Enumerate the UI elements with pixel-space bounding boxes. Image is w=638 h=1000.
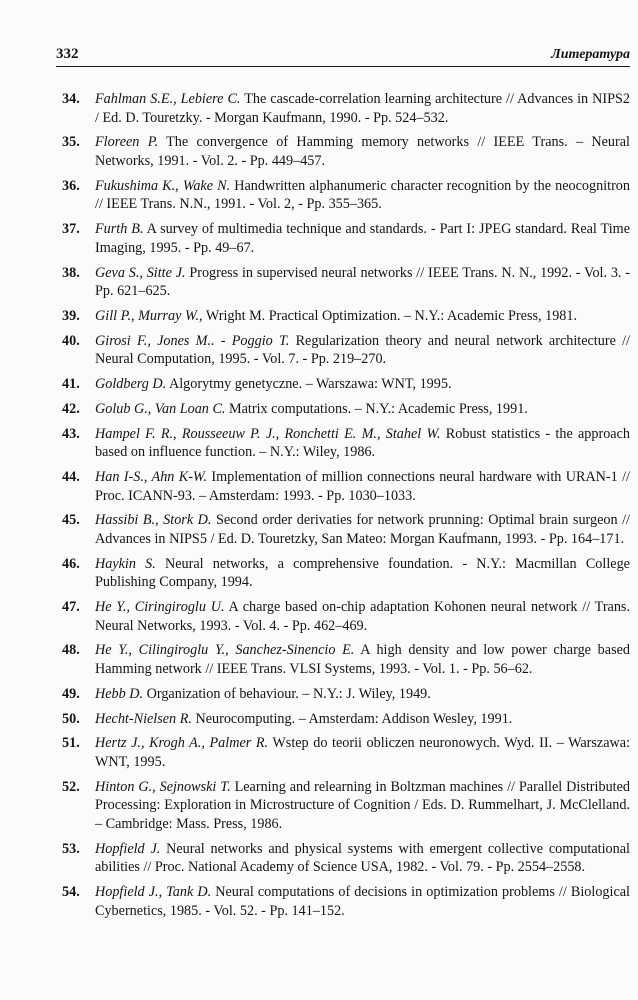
reference-authors: Furth B. — [95, 221, 144, 238]
reference-number: 45. — [62, 512, 80, 529]
reference-number: 39. — [62, 307, 80, 324]
reference-text: Handwritten alphanumeric character recognition by the neocognitron // IEEE Trans. N.N., 1991. - Vol. 2, - Pp. 355–365. — [95, 177, 630, 213]
reference-authors: Hecht-Nielsen R. — [95, 710, 192, 727]
reference-text: Progress in supervised neural networks // IEEE Trans. N. N., 1992. - Vol. 3. - Pp. 621–625. — [95, 264, 630, 300]
page-number: 332 — [56, 46, 79, 62]
reference-number: 37. — [62, 221, 80, 238]
reference-number: 51. — [62, 735, 80, 752]
reference-entry — [62, 400, 630, 419]
reference-authors: Hopfield J. — [95, 840, 161, 857]
reference-entry — [62, 511, 630, 548]
reference-authors: Goldberg D. — [95, 376, 167, 393]
reference-text: Neural computations of decisions in optimization problems // Biological Cybernetics, 1985. - Vol. 52. - Pp. 141–152. — [95, 884, 630, 919]
reference-entry — [62, 220, 630, 257]
reference-number: 53. — [62, 840, 80, 857]
reference-authors: Han I-S., Ahn K-W. — [95, 468, 207, 485]
reference-list — [62, 90, 630, 927]
reference-text: Neurocomputing. – Amsterdam: Addison Wesley, 1991. — [191, 710, 513, 727]
reference-number: 54. — [62, 884, 80, 901]
reference-authors: Hampel F. R., Rousseeuw P. J., Ronchetti E. M., Stahel W. — [95, 425, 441, 442]
reference-authors: Hassibi B., Stork D. — [95, 512, 212, 529]
reference-number: 52. — [62, 778, 80, 795]
reference-text: The cascade-correlation learning architecture // Advances in NIPS2 / Ed. D. Touretzky. - Morgan Kaufmann, 1990. - Pp. 524–532. — [95, 91, 630, 126]
reference-authors: He Y., Ciringiroglu U. — [95, 599, 225, 616]
reference-text: A high density and low power charge based Hamming network // IEEE Trans. VLSI Systems, 1993. - Vol. 1. - Pp. 56–62. — [95, 642, 630, 678]
reference-text: Wstep do teorii obliczen neuronowych. Wyd. II. – Warszawa: WNT, 1995. — [95, 735, 631, 770]
reference-entry — [62, 375, 630, 394]
reference-entry — [62, 685, 630, 704]
reference-number: 46. — [62, 555, 80, 572]
reference-authors: Fukushima K., Wake N. — [95, 177, 231, 194]
reference-authors: Hopfield J., Tank D. — [95, 884, 212, 901]
reference-entry — [62, 264, 630, 301]
reference-number: 49. — [62, 685, 80, 702]
reference-entry — [62, 468, 630, 505]
reference-authors: Gill P., Murray W., — [95, 307, 203, 324]
reference-authors: Fahlman S.E., Lebiere C. — [95, 91, 241, 107]
reference-number: 43. — [62, 425, 80, 442]
reference-text: Neural networks, a comprehensive foundation. - N.Y.: Macmillan College Publishing Company, 1994. — [95, 555, 630, 591]
reference-entry — [62, 710, 630, 729]
reference-authors: Golub G., Van Loan C. — [95, 400, 226, 417]
reference-entry — [62, 641, 630, 678]
reference-text: A charge based on-chip adaptation Kohonen neural network // Trans. Neural Networks, 1993. - Vol. 4. - Pp. 462–469. — [95, 599, 630, 634]
reference-entry — [62, 840, 630, 877]
reference-authors: Girosi F., Jones M.. - Poggio T. — [95, 332, 290, 349]
reference-text: Regularization theory and neural network architecture // Neural Computation, 1995. - Vol. 7. - Pp. 219–270. — [95, 332, 630, 368]
reference-text: Neural networks and physical systems with emergent collective computational abilities // Proc. National Academy of Science USA, 1982. - Vol. 79. - Pp. 2554–2558. — [95, 840, 630, 876]
reference-number: 50. — [62, 710, 80, 727]
reference-entry — [62, 332, 630, 369]
reference-entry — [62, 598, 630, 635]
reference-text: Second order derivaties for network prunning: Optimal brain surgeon // Advances in NIPS5 / Ed. D. Touretzky, San Mateo: Morgan Kaufmann, 1993. - Pp. 164–171. — [95, 512, 630, 547]
reference-number: 36. — [62, 177, 80, 194]
reference-entry — [62, 425, 630, 462]
reference-authors: Hebb D. — [95, 685, 144, 702]
reference-authors: Hertz J., Krogh A., Palmer R. — [95, 735, 269, 752]
reference-entry — [62, 177, 630, 214]
reference-text: Matrix computations. – N.Y.: Academic Press, 1991. — [225, 400, 528, 417]
reference-entry — [62, 778, 630, 834]
reference-number: 40. — [62, 332, 80, 349]
reference-entry — [62, 883, 630, 920]
reference-authors: Floreen P. — [95, 134, 159, 151]
reference-text: A survey of multimedia technique and standards. - Part I: JPEG standard. Real Time Imaging, 1995. - Pp. 49–67. — [95, 221, 630, 256]
reference-text: Implementation of million connections neural hardware with URAN-1 // Proc. ICANN-93. – Amsterdam: 1993. - Pp. 1030–1033. — [95, 468, 630, 504]
reference-text: Algorytmy genetyczne. – Warszawa: WNT, 1995. — [166, 376, 452, 393]
running-title: Литература — [551, 47, 630, 62]
reference-entry — [62, 734, 630, 771]
reference-authors: He Y., Cilingiroglu Y., Sanchez-Sinencio E. — [95, 642, 355, 659]
reference-number: 35. — [62, 134, 80, 151]
reference-authors: Hinton G., Sejnowski T. — [95, 778, 231, 795]
page-header — [56, 46, 630, 67]
reference-text: Wright M. Practical Optimization. – N.Y.: Academic Press, 1981. — [202, 307, 578, 324]
reference-number: 47. — [62, 599, 80, 616]
reference-entry — [62, 307, 630, 326]
reference-number: 48. — [62, 642, 80, 659]
reference-text: The convergence of Hamming memory networks // IEEE Trans. – Neural Networks, 1991. - Vol. 2. - Pp. 449–457. — [95, 134, 630, 169]
reference-text: Robust statistics - the approach based on influence function. – N.Y.: Wiley, 1986. — [95, 425, 630, 461]
reference-entry — [62, 90, 630, 127]
reference-entry — [62, 133, 630, 170]
reference-number: 44. — [62, 468, 80, 485]
reference-number: 34. — [62, 91, 80, 107]
reference-text: Organization of behaviour. – N.Y.: J. Wiley, 1949. — [143, 685, 431, 702]
reference-authors: Haykin S. — [95, 555, 156, 572]
reference-authors: Geva S., Sitte J. — [95, 264, 186, 281]
reference-entry — [62, 555, 630, 592]
reference-number: 42. — [62, 400, 80, 417]
reference-number: 38. — [62, 264, 80, 281]
reference-number: 41. — [62, 376, 80, 393]
reference-text: Learning and relearning in Boltzman machines // Parallel Distributed Processing: Exploration in Microstructure of Cognition / Eds. D. Rummelhart, J. McClelland. – Cambridge: Mass. Press, 1986. — [95, 778, 630, 832]
